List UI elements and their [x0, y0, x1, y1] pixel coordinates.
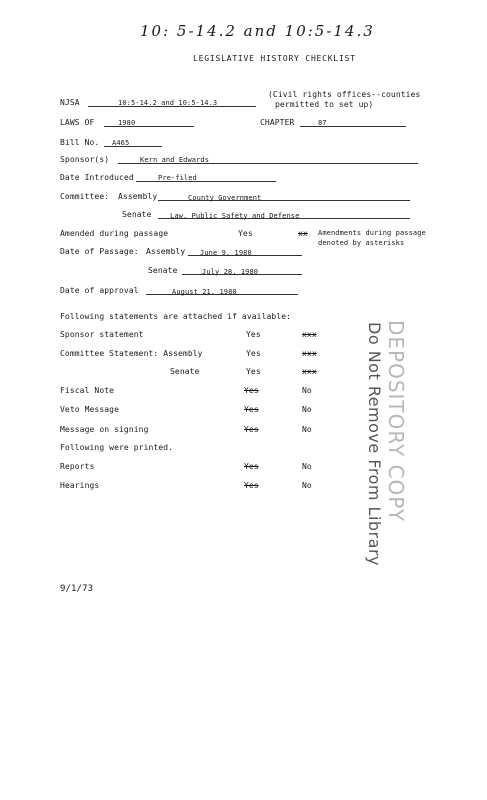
njsa-label: NJSA [60, 98, 80, 107]
passage-senate-label: Senate [148, 266, 178, 275]
date-introduced-value: Pre-filed [158, 174, 197, 182]
amended-note-line2: denoted by asterisks [318, 239, 405, 247]
committee-assembly-label: Assembly [118, 192, 158, 201]
stamp-line-do-not-remove: Do Not Remove From Library [365, 322, 384, 566]
amended-note-line1: Amendments during passage [318, 229, 426, 237]
row-label: Senate [170, 367, 200, 376]
committee-assembly-value: County Government [188, 194, 262, 202]
row-yes: Yes [246, 367, 261, 376]
amended-yes: Yes [238, 229, 253, 238]
row-yes: Yes [246, 349, 261, 358]
row-label: Fiscal Note [60, 386, 115, 395]
handwritten-statute-numbers: 10: 5-14.2 and 10:5-14.3 [140, 22, 375, 40]
row-yes: Yes [246, 330, 261, 339]
row-label: Hearings [60, 481, 100, 490]
passage-label: Date of Passage: [60, 247, 139, 256]
row-label: Reports [60, 462, 95, 471]
row-no: No [302, 481, 312, 490]
printed-heading: Following were printed. [60, 443, 174, 452]
row-no: No [302, 425, 312, 434]
row-yes: Yes [244, 386, 259, 395]
njsa-note-line2: permitted to set up) [275, 100, 374, 109]
depository-stamp [350, 320, 440, 566]
row-label: Sponsor statement [60, 330, 144, 339]
row-label: Committee Statement: Assembly [60, 349, 203, 358]
footer-form-code: 9/1/73 [60, 584, 94, 594]
row-no: xxx [302, 349, 317, 358]
passage-assembly-value: June 9, 1980 [200, 249, 252, 257]
row-label: Veto Message [60, 405, 119, 414]
row-no: No [302, 462, 312, 471]
committee-senate-label: Senate [122, 210, 152, 219]
passage-assembly-label: Assembly [146, 247, 186, 256]
page-title: LEGISLATIVE HISTORY CHECKLIST [193, 54, 356, 63]
date-introduced-underline [136, 181, 276, 182]
approval-label: Date of approval [60, 286, 139, 295]
row-yes: Yes [244, 462, 259, 471]
bill-number-value: A465 [112, 139, 130, 147]
row-no: xxx [302, 330, 317, 339]
laws-of-label: LAWS OF [60, 118, 95, 127]
passage-senate-value: July 28, 1980 [202, 268, 259, 276]
chapter-value: 87 [318, 119, 327, 127]
stamp-line-depository-copy: DEPOSITORY COPY [384, 320, 408, 523]
row-no: No [302, 405, 312, 414]
row-yes: Yes [244, 405, 259, 414]
approval-value: August 21, 1980 [172, 288, 237, 296]
chapter-label: CHAPTER [260, 118, 295, 127]
bill-number-label: Bill No. [60, 138, 100, 147]
committee-label: Committee: [60, 192, 110, 201]
njsa-value: 10:5-14.2 and 10:5-14.3 [118, 99, 218, 107]
amended-crossed-mark: xx [298, 229, 308, 238]
njsa-note-line1: (Civil rights offices--counties [268, 90, 421, 99]
sponsor-value: Kern and Edwards [140, 156, 210, 164]
row-yes: Yes [244, 425, 259, 434]
sponsor-label: Sponsor(s) [60, 155, 110, 164]
row-no: No [302, 386, 312, 395]
amended-label: Amended during passage [60, 229, 169, 238]
row-yes: Yes [244, 481, 259, 490]
laws-of-value: 1980 [118, 119, 136, 127]
row-label: Message on signing [60, 425, 149, 434]
chapter-underline [300, 126, 406, 127]
row-no: xxx [302, 367, 317, 376]
checklist-intro: Following statements are attached if available: [60, 312, 292, 321]
date-introduced-label: Date Introduced [60, 173, 134, 182]
committee-senate-value: Law, Public Safety and Defense [170, 212, 300, 220]
